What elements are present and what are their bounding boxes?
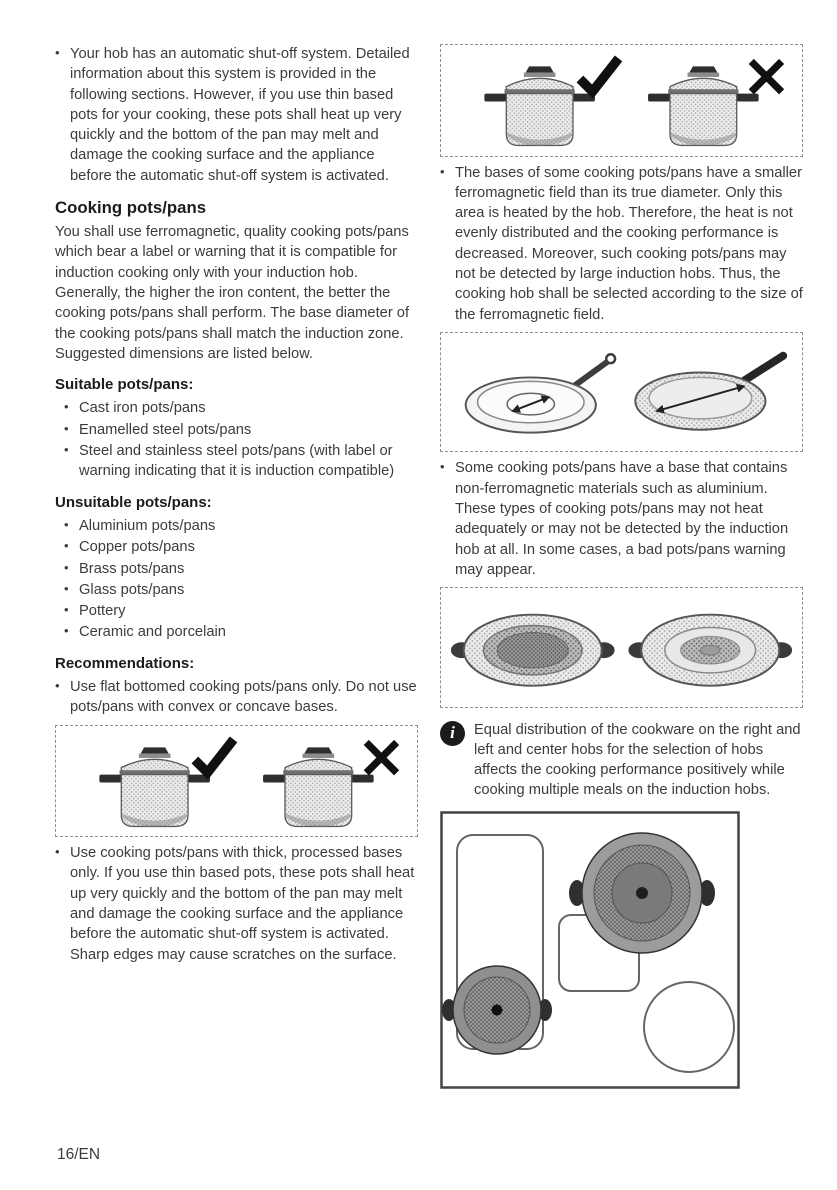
bullet-marker <box>64 398 79 418</box>
list-item-text: Steel and stainless steel pots/pans (with label or warning indicating that it is induction compatible) <box>79 443 395 480</box>
pan-small-field-icon <box>466 354 615 432</box>
pot-icon <box>484 66 595 145</box>
cooking-pots-paragraph: You shall use ferromagnetic, quality cooking pots/pans which bear a label or warning that it is compatible for induction cooking only with your induction hob. Generally, the higher the iron content, the better the cooking pots/pans shall perform. The base diameter of the cooking pots/pans shall match the induction zone. Suggested dimensions are listed below. <box>55 224 410 362</box>
heading-recommendations: Recommendations: <box>55 654 195 672</box>
flat-bottom-pots-figure <box>55 725 418 838</box>
bullet-marker <box>64 559 79 579</box>
hob-layout-illustration <box>440 811 740 1089</box>
bullet-marker <box>64 622 79 642</box>
bullet-marker <box>64 601 79 621</box>
list-item <box>55 516 418 536</box>
list-item <box>55 559 418 579</box>
detected-pots-figure <box>440 44 803 157</box>
list-item <box>55 580 418 600</box>
pot-bases-illustration <box>444 593 799 703</box>
bullet-marker <box>55 677 70 718</box>
list-item-text: Ceramic and porcelain <box>79 624 226 641</box>
frying-pans-figure <box>440 332 803 452</box>
list-item-text: Copper pots/pans <box>79 539 195 556</box>
heading-unsuitable: Unsuitable pots/pans: <box>55 493 212 511</box>
pot-icon <box>263 747 374 826</box>
pot-bases-figure <box>440 587 803 707</box>
pot-icon <box>99 747 210 826</box>
list-item <box>55 398 418 418</box>
bullet-text: Use cooking pots/pans with thick, processed bases only. If you use thin based pots, these pots shall heat up very quickly and the bottom of the pan may melt and damage the cooking surface and the appliance before the automatic shut-off system is activated. Sharp edges may cause scratches on the surface. <box>70 845 415 963</box>
list-item <box>55 420 418 440</box>
info-icon: i <box>440 721 465 746</box>
info-note <box>440 720 803 801</box>
bullet-marker <box>64 537 79 557</box>
list-item-text: Pottery <box>79 603 126 620</box>
bullet-text: Your hob has an automatic shut-off system. Detailed information about this system is provided in the following sections. However, if you use thin based pots for your cooking, these pots shall heat up very quickly and the bottom of the pan may melt and damage the cooking surface and the appliance before the automatic shut-off system is activated. <box>70 46 410 184</box>
heading-cooking-pots: Cooking pots/pans <box>55 198 207 218</box>
list-item-text: Cast iron pots/pans <box>79 400 206 417</box>
list-item-text: Brass pots/pans <box>79 560 185 577</box>
bullet-text: The bases of some cooking pots/pans have a smaller ferromagnetic field than its true diameter. Only this area is heated by the hob. Therefore, the heat is not evenly distributed and the cooking performance is decreased. Moreover, such cooking pots/pans may not be detected by large induction hobs. Thus, the cooking hob shall be selected according to the size of the ferromagnetic field. <box>455 164 803 323</box>
right-column <box>440 44 803 1089</box>
content-columns <box>55 44 803 1089</box>
bullet-ferromagnetic-field <box>440 163 803 325</box>
bullet-marker <box>55 44 70 186</box>
list-item-text: Glass pots/pans <box>79 581 185 598</box>
bullet-marker <box>64 516 79 536</box>
page-number: 16/EN <box>57 1146 101 1163</box>
bullet-text: Use flat bottomed cooking pots/pans only. Do not use pots/pans with convex or concave bases. <box>70 679 417 716</box>
cross-icon <box>366 742 396 772</box>
list-item-text: Enamelled steel pots/pans <box>79 421 252 438</box>
list-item <box>55 537 418 557</box>
frying-pans-illustration <box>444 338 799 448</box>
pot-base-ring-icon <box>628 615 792 686</box>
hob-layout-figure <box>440 811 740 1089</box>
list-item <box>55 622 418 642</box>
pot-icon <box>648 66 759 145</box>
cross-icon <box>751 61 781 91</box>
bullet-marker <box>64 580 79 600</box>
bullet-marker <box>64 441 79 482</box>
bullet-nonferromagnetic <box>440 458 803 580</box>
list-item-text: Aluminium pots/pans <box>79 517 216 534</box>
bullet-text: Some cooking pots/pans have a base that contains non-ferromagnetic materials such as aluminium. These types of cooking pots/pans may not heat adequately or may not be detected by the induction hob at all. In some cases, a bad pots/pans warning may appear. <box>455 460 789 578</box>
bullet-auto-shutoff <box>55 44 418 186</box>
pots-check-cross-illustration <box>59 731 414 834</box>
bullet-marker <box>440 163 455 325</box>
bullet-marker <box>440 458 455 580</box>
info-note-text: Equal distribution of the cookware on the right and left and center hobs for the selection of hobs affects the cooking performance positively while cooking multiple meals on the induction hobs. <box>474 721 801 799</box>
pan-full-field-icon <box>635 356 783 430</box>
bullet-marker <box>55 843 70 965</box>
left-column <box>55 44 418 1089</box>
list-item <box>55 441 418 482</box>
pot-base-full-icon <box>451 615 615 686</box>
heading-suitable: Suitable pots/pans: <box>55 376 194 394</box>
check-icon <box>580 58 619 91</box>
pots-check-cross-illustration <box>444 50 799 153</box>
bullet-flat-bottom <box>55 677 418 718</box>
bullet-thick-base <box>55 843 418 965</box>
bullet-marker <box>64 420 79 440</box>
check-icon <box>195 739 234 772</box>
list-item <box>55 601 418 621</box>
